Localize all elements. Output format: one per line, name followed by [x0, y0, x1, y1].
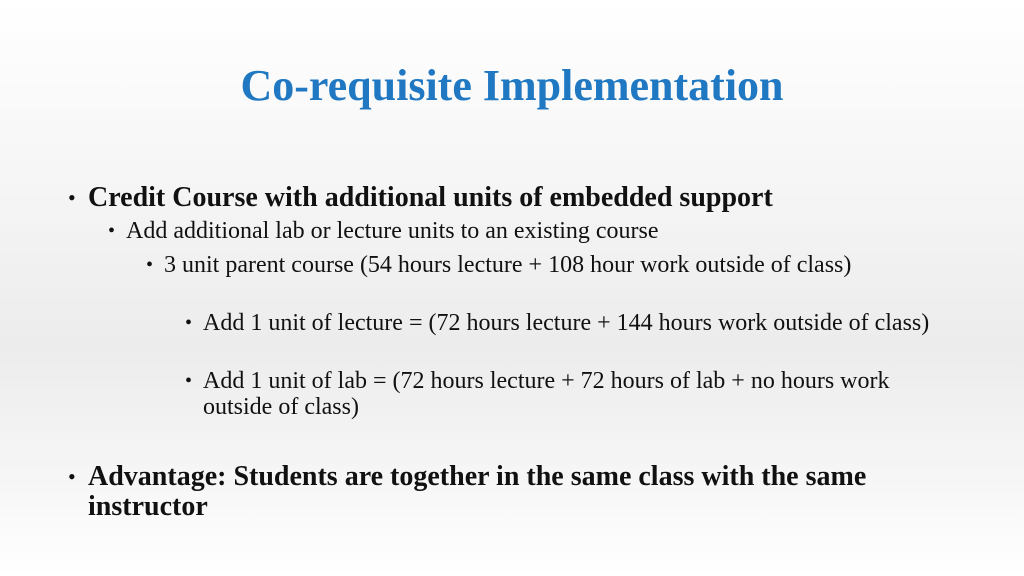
bullet-text: Add 1 unit of lab = (72 hours lecture + 72 hours of lab + no hours work outside of class) [203, 368, 890, 420]
slide-title: Co-requisite Implementation [240, 61, 784, 110]
bullet-marker: • [68, 185, 76, 210]
bullet-marker: • [108, 220, 116, 242]
bullet-item-level2 [108, 218, 968, 244]
bullet-marker: • [146, 254, 154, 276]
bullet-text: Advantage: Students are together in the same class with the same instructor [88, 461, 867, 522]
bullet-text: Add 1 unit of lecture = (72 hours lecture + 144 hours work outside of class) [203, 310, 930, 336]
bullet-text: Add additional lab or lecture units to an existing course [126, 218, 659, 244]
bullet-item-level4 [185, 310, 960, 336]
bullet-item-level1 [68, 462, 948, 522]
bullet-item-level4 [185, 368, 960, 420]
bullet-text: 3 unit parent course (54 hours lecture + 108 hour work outside of class) [164, 252, 852, 278]
bullet-marker: • [185, 370, 193, 392]
bullet-item-level1 [68, 183, 968, 213]
bullet-marker: • [185, 312, 193, 334]
bullet-marker: • [68, 464, 76, 489]
bullet-item-level3 [146, 252, 916, 278]
bullet-text: Credit Course with additional units of embedded support [88, 182, 773, 213]
